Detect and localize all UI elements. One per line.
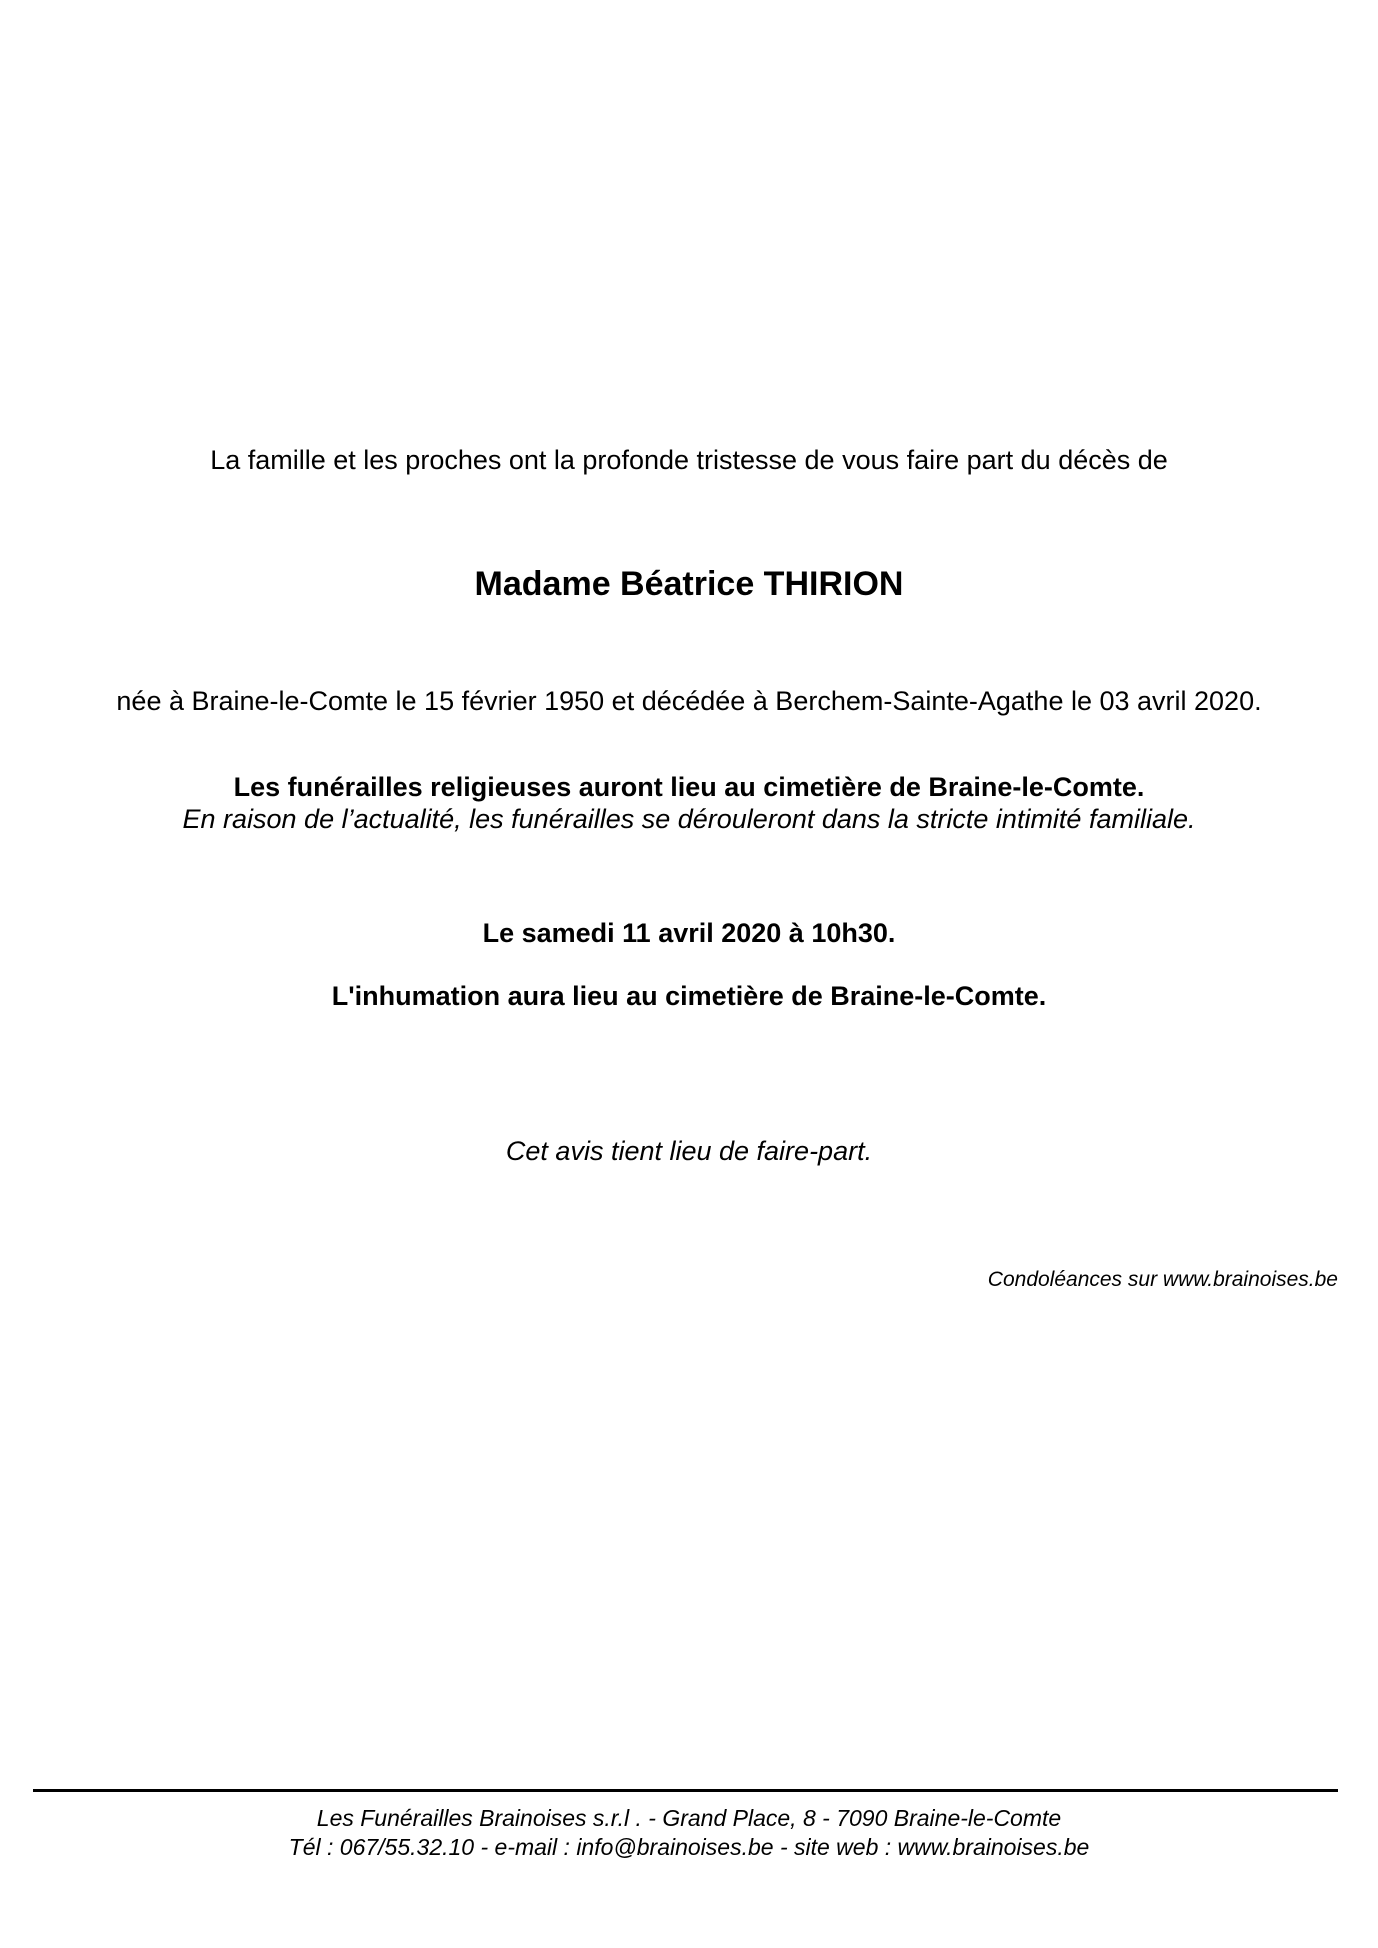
condolences-link[interactable]: Condoléances sur www.brainoises.be [987,1268,1338,1291]
footer-divider [33,1789,1338,1792]
notice-statement: Cet avis tient lieu de faire-part. [505,1136,873,1166]
inhumation-text: L'inhumation aura lieu au cimetière de Braine-le-Comte. [331,981,1047,1011]
funeral-note: En raison de l’actualité, les funérailles se dérouleront dans la stricte intimité familiale. [182,804,1196,834]
footer-address: Les Funérailles Brainoises s.r.l . - Grand Place, 8 - 7090 Braine-le-Comte [316,1805,1062,1831]
birth-death-text: née à Braine-le-Comte le 15 février 1950 et décédée à Berchem-Sainte-Agathe le 03 avril 2020. [116,686,1262,716]
footer-contact: Tél : 067/55.32.10 - e-mail : info@brainoises.be - site web : www.brainoises.be [288,1834,1090,1860]
funeral-date: Le samedi 11 avril 2020 à 10h30. [482,918,896,948]
deceased-name: Madame Béatrice THIRION [474,565,904,603]
intro-text: La famille et les proches ont la profonde tristesse de vous faire part du décès de [210,445,1168,475]
funeral-title: Les funérailles religieuses auront lieu au cimetière de Braine-le-Comte. [233,772,1145,802]
